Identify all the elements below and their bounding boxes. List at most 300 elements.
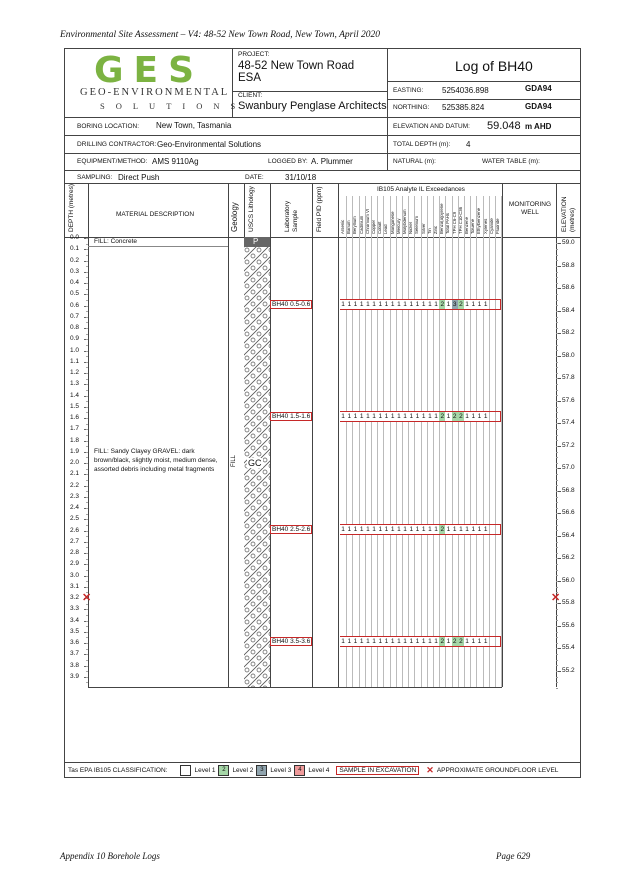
depth-minor-tick bbox=[86, 277, 88, 278]
depth-minor-tick bbox=[86, 345, 88, 346]
depth-minor-tick bbox=[86, 649, 88, 650]
exceedance-cell: 1 bbox=[409, 300, 414, 308]
analyte-col-line bbox=[458, 196, 459, 687]
exceedance-cell: 1 bbox=[372, 300, 376, 308]
exceedance-cell: 1 bbox=[428, 413, 432, 420]
client-label: CLIENT: bbox=[238, 92, 263, 99]
elevation-minor-tick bbox=[556, 558, 558, 559]
depth-minor-tick bbox=[86, 660, 88, 661]
depth-minor-tick bbox=[86, 244, 88, 245]
exceedance-cell: 1 bbox=[428, 638, 432, 645]
exceedance-cell: 1 bbox=[378, 525, 383, 533]
elevation-minor-tick bbox=[556, 677, 558, 678]
depth-minor-tick bbox=[86, 457, 88, 458]
depth-minor-tick bbox=[86, 643, 88, 644]
exceedance-cell: 1 bbox=[434, 300, 438, 308]
depth-minor-tick bbox=[86, 300, 88, 301]
legend-l3-swatch: 3 bbox=[256, 765, 267, 776]
depth-tick-label: 0.3 bbox=[70, 267, 80, 275]
exceedance-cell: 1 bbox=[403, 525, 407, 533]
elevation-minor-tick bbox=[556, 350, 558, 351]
analyte-header: Molybdenum bbox=[402, 209, 407, 234]
exceedance-cell: 1 bbox=[353, 638, 358, 645]
depth-minor-tick bbox=[86, 429, 88, 430]
sample-label: BH40 0.5-0.6 bbox=[272, 300, 311, 308]
elevation-minor-tick bbox=[556, 339, 558, 340]
boring-location-value: New Town, Tasmania bbox=[156, 121, 232, 130]
analyte-col-line bbox=[483, 196, 484, 687]
exceedance-cell: 1 bbox=[390, 638, 395, 645]
exceedance-cell: 1 bbox=[341, 638, 345, 645]
exceedance-cell: 1 bbox=[409, 525, 414, 533]
exceedance-cell: 1 bbox=[465, 525, 469, 533]
elevation-minor-tick bbox=[556, 328, 558, 329]
exceedance-cell: 1 bbox=[353, 525, 358, 533]
depth-tick-label: 3.5 bbox=[70, 627, 80, 635]
analyte-header: Zinc bbox=[433, 225, 438, 234]
equipment-value: AMS 9110Ag bbox=[152, 157, 199, 166]
depth-minor-tick bbox=[86, 356, 88, 357]
elevation-minor-tick bbox=[556, 525, 558, 526]
exceedance-cell: 1 bbox=[421, 413, 426, 420]
depth-minor-tick bbox=[86, 294, 88, 295]
analyte-header: Benzene bbox=[464, 217, 469, 234]
page-header: Environmental Site Assessment – V4: 48-52 New Town Road, New Town, April 2020 bbox=[60, 30, 381, 40]
elevation-minor-tick bbox=[556, 249, 558, 250]
elevation-minor-tick bbox=[556, 457, 558, 458]
depth-minor-tick bbox=[86, 384, 88, 385]
elevation-minor-tick bbox=[556, 317, 558, 318]
exceedance-cell: 1 bbox=[366, 413, 370, 420]
exceedance-cell: 1 bbox=[471, 525, 476, 533]
legend bbox=[68, 765, 558, 776]
depth-tick-label: 1.1 bbox=[70, 357, 80, 365]
depth-minor-tick bbox=[86, 283, 88, 284]
elevation-minor-tick bbox=[556, 266, 558, 267]
exceedance-cell: 1 bbox=[446, 638, 451, 645]
elevation-minor-tick bbox=[556, 412, 558, 413]
depth-tick-label: 0.6 bbox=[70, 301, 80, 309]
elevation-minor-tick bbox=[556, 620, 558, 621]
logo-mark: GES bbox=[94, 50, 205, 91]
exceedance-cell: 2 bbox=[452, 413, 457, 420]
elevation-tick-label: 56.6 bbox=[562, 509, 575, 517]
depth-tick-label: 1.7 bbox=[70, 425, 80, 433]
elevation-tick-label: 58.6 bbox=[562, 284, 575, 292]
exceedance-cell: 1 bbox=[452, 525, 457, 533]
depth-minor-tick bbox=[86, 412, 88, 413]
exceedance-cell: 1 bbox=[477, 638, 482, 645]
depth-minor-tick bbox=[86, 531, 88, 532]
uscs-concrete: P bbox=[253, 237, 259, 246]
elevation-minor-tick bbox=[556, 491, 558, 492]
depth-tick-label: 1.3 bbox=[70, 380, 80, 388]
date-value: 31/10/18 bbox=[285, 173, 317, 182]
contractor-label: DRILLING CONTRACTOR: bbox=[77, 141, 157, 148]
exceedance-cell: 1 bbox=[421, 638, 426, 645]
depth-minor-tick bbox=[86, 446, 88, 447]
analyte-col-line bbox=[501, 196, 502, 687]
exceedance-cell: 1 bbox=[477, 525, 482, 533]
log-title: Log of BH40 bbox=[455, 58, 533, 74]
analyte-col-line bbox=[476, 196, 477, 687]
analyte-header: Arsenic bbox=[340, 219, 345, 234]
logo-line2: SOLUTIONS bbox=[100, 101, 247, 111]
elevation-tick-label: 55.2 bbox=[562, 666, 575, 674]
depth-minor-tick bbox=[86, 502, 88, 503]
analyte-col-line bbox=[396, 196, 397, 687]
analyte-header: Fluoride bbox=[495, 218, 500, 234]
analyte-header: Cobalt bbox=[377, 221, 383, 234]
depth-minor-tick bbox=[86, 677, 88, 678]
exceedance-cell: 1 bbox=[459, 525, 463, 533]
depth-minor-tick bbox=[86, 542, 88, 543]
exceedance-cell: 1 bbox=[347, 525, 352, 533]
legend-l1: Level 1 bbox=[194, 767, 216, 774]
depth-tick-label: 0.2 bbox=[70, 256, 80, 264]
analyte-header: Toluene bbox=[470, 218, 476, 234]
depth-minor-tick bbox=[86, 559, 88, 560]
logged-by-label: LOGGED BY: bbox=[268, 158, 308, 165]
depth-minor-tick bbox=[86, 249, 88, 250]
exceedance-cell: 1 bbox=[403, 413, 407, 420]
analyte-col-line bbox=[377, 196, 378, 687]
elevation-tick-label: 57.4 bbox=[562, 419, 575, 427]
project-label: PROJECT: bbox=[238, 51, 270, 58]
exceedance-cell: 1 bbox=[428, 300, 432, 308]
analyte-header: Nickel bbox=[408, 222, 414, 234]
depth-minor-tick bbox=[86, 654, 88, 655]
elevation-minor-tick bbox=[556, 564, 558, 565]
depth-tick-label: 1.4 bbox=[70, 391, 80, 399]
elevation-minor-tick bbox=[556, 277, 558, 278]
elevation-tick-label: 56.4 bbox=[562, 531, 575, 539]
exceedance-cell: 1 bbox=[347, 413, 352, 420]
exceedance-cell: 1 bbox=[409, 638, 414, 645]
contractor-value: Geo-Environmental Solutions bbox=[157, 140, 262, 149]
analyte-col-line bbox=[495, 196, 496, 687]
elevation-minor-tick bbox=[556, 333, 558, 334]
elevation-minor-tick bbox=[556, 530, 558, 531]
depth-tick-label: 0.1 bbox=[70, 245, 80, 253]
elevation-minor-tick bbox=[556, 587, 558, 588]
depth-minor-tick bbox=[86, 452, 88, 453]
exceedance-cell: 1 bbox=[415, 413, 420, 420]
layer-gravel: FILL: Sandy Clayey GRAVEL: dark brown/black, slightly moist, medium dense, assorted debris including metal fragments bbox=[94, 448, 218, 473]
exceedance-cell: 1 bbox=[390, 413, 395, 420]
analyte-col-line bbox=[408, 196, 409, 687]
elevation-minor-tick bbox=[556, 390, 558, 391]
col-material: MATERIAL DESCRIPTION bbox=[116, 211, 195, 218]
depth-minor-tick bbox=[86, 480, 88, 481]
elevation-minor-tick bbox=[556, 384, 558, 385]
analyte-col-line bbox=[359, 196, 360, 687]
depth-minor-tick bbox=[86, 497, 88, 498]
analyte-col-line bbox=[433, 196, 434, 687]
elevation-minor-tick bbox=[556, 660, 558, 661]
elevation-tick-label: 55.8 bbox=[562, 599, 575, 607]
exceedance-cell: 1 bbox=[421, 300, 426, 308]
exceedance-cell: 1 bbox=[359, 300, 364, 308]
analyte-header: Ethylbenzene bbox=[476, 207, 482, 234]
exceedance-cell: 1 bbox=[415, 638, 420, 645]
analyte-header: Selenium bbox=[414, 216, 420, 234]
elevation-minor-tick bbox=[556, 480, 558, 481]
sample-label: BH40 2.5-2.6 bbox=[272, 525, 311, 533]
analyte-header: Beryllium bbox=[352, 216, 358, 234]
analyte-col-line bbox=[427, 196, 428, 687]
depth-tick-label: 1.5 bbox=[70, 402, 80, 410]
legend-prefix: Tas EPA IB105 CLASSIFICATION: bbox=[68, 767, 168, 774]
depth-tick-label: 3.1 bbox=[70, 582, 80, 590]
sampling-value: Direct Push bbox=[118, 173, 160, 182]
depth-minor-tick bbox=[86, 328, 88, 329]
analyte-col-line bbox=[445, 196, 446, 687]
exceedance-cell: 1 bbox=[347, 300, 352, 308]
exceedance-cell: 1 bbox=[471, 413, 476, 420]
depth-minor-tick bbox=[86, 637, 88, 638]
exceedance-cell: 2 bbox=[459, 638, 463, 645]
elevation-minor-tick bbox=[556, 288, 558, 289]
depth-minor-tick bbox=[86, 339, 88, 340]
elevation-tick-label: 57.0 bbox=[562, 464, 575, 472]
elevation-minor-tick bbox=[556, 648, 558, 649]
depth-minor-tick bbox=[86, 666, 88, 667]
legend-l2: Level 2 bbox=[232, 767, 254, 774]
analyte-header: Benzo(a)pyrene bbox=[439, 203, 445, 234]
depth-minor-tick bbox=[86, 362, 88, 363]
depth-minor-tick bbox=[86, 311, 88, 312]
client-value: Swanbury Penglase Architects bbox=[238, 100, 387, 112]
analyte-header: Silver bbox=[420, 223, 426, 234]
analyte-header: TPH C10-C36 bbox=[457, 207, 463, 234]
analyte-col-line bbox=[439, 196, 440, 687]
analyte-col-line bbox=[365, 196, 366, 687]
depth-minor-tick bbox=[86, 317, 88, 318]
exceedance-cell: 1 bbox=[384, 300, 389, 308]
depth-minor-tick bbox=[86, 570, 88, 571]
analyte-col-line bbox=[352, 196, 353, 687]
total-depth-label: TOTAL DEPTH (m): bbox=[393, 141, 451, 148]
elevation-tick-label: 56.2 bbox=[562, 554, 575, 562]
exceedance-cell: 1 bbox=[434, 638, 438, 645]
elevation-tick-label: 58.0 bbox=[562, 351, 575, 359]
analyte-col-line bbox=[489, 196, 490, 687]
elevation-minor-tick bbox=[556, 536, 558, 537]
elevation-tick-label: 57.2 bbox=[562, 441, 575, 449]
exceedance-cell: 1 bbox=[378, 300, 383, 308]
date-label: DATE: bbox=[245, 174, 264, 181]
elevation-minor-tick bbox=[556, 626, 558, 627]
exceedance-cell: 2 bbox=[440, 525, 445, 533]
depth-tick-label: 1.8 bbox=[70, 436, 80, 444]
elevation-minor-tick bbox=[556, 435, 558, 436]
analyte-col-line bbox=[371, 196, 372, 687]
depth-tick-label: 2.9 bbox=[70, 560, 80, 568]
elevation-minor-tick bbox=[556, 553, 558, 554]
depth-minor-tick bbox=[86, 261, 88, 262]
depth-minor-tick bbox=[86, 621, 88, 622]
elevation-minor-tick bbox=[556, 682, 558, 683]
project-value: 48-52 New Town Road ESA bbox=[238, 60, 355, 84]
depth-minor-tick bbox=[86, 334, 88, 335]
depth-minor-tick bbox=[86, 486, 88, 487]
depth-minor-tick bbox=[86, 418, 88, 419]
depth-minor-tick bbox=[86, 508, 88, 509]
elevation-minor-tick bbox=[556, 429, 558, 430]
depth-minor-tick bbox=[86, 576, 88, 577]
exceedance-cell: 1 bbox=[397, 300, 401, 308]
depth-minor-tick bbox=[86, 632, 88, 633]
analyte-col-line bbox=[452, 196, 453, 687]
boring-location-label: BORING LOCATION: bbox=[77, 123, 139, 130]
depth-tick-label: 3.9 bbox=[70, 672, 80, 680]
exceedance-cell: 1 bbox=[372, 525, 376, 533]
groundfloor-cross-icon: ✕ bbox=[82, 592, 92, 604]
elevation-minor-tick bbox=[556, 615, 558, 616]
depth-minor-tick bbox=[86, 441, 88, 442]
elevation-tick-label: 59.0 bbox=[562, 239, 575, 247]
analyte-header: Barium bbox=[346, 220, 352, 234]
elevation-minor-tick bbox=[556, 362, 558, 363]
depth-minor-tick bbox=[86, 547, 88, 548]
exceedance-cell: 3 bbox=[452, 300, 457, 308]
exceedance-cell: 1 bbox=[366, 525, 370, 533]
depth-minor-tick bbox=[86, 519, 88, 520]
analyte-header: Mercury bbox=[395, 218, 401, 234]
depth-tick-label: 2.3 bbox=[70, 492, 80, 500]
exceedance-cell: 1 bbox=[483, 413, 488, 420]
exceedance-cell: 1 bbox=[403, 300, 407, 308]
exceedance-cell: 2 bbox=[452, 638, 457, 645]
exceedance-cell: 1 bbox=[477, 300, 482, 308]
equipment-label: EQUIPMENT/METHOD: bbox=[77, 158, 148, 165]
depth-minor-tick bbox=[86, 379, 88, 380]
depth-tick-label: 0.4 bbox=[70, 279, 80, 286]
col-depth: DEPTH (metres) bbox=[68, 183, 75, 232]
depth-tick-label: 3.7 bbox=[70, 650, 80, 658]
depth-tick-label: 0.9 bbox=[70, 335, 80, 343]
total-depth-value: 4 bbox=[466, 140, 471, 149]
elevation-tick-label: 56.0 bbox=[562, 576, 575, 584]
elevation-minor-tick bbox=[556, 547, 558, 548]
elevation-minor-tick bbox=[556, 609, 558, 610]
depth-tick-label: 1.0 bbox=[70, 346, 80, 354]
exceedance-cell: 1 bbox=[359, 413, 364, 420]
analyte-header: Xylenes bbox=[482, 218, 488, 234]
exceedance-cell: 1 bbox=[353, 413, 358, 420]
depth-tick-label: 2.5 bbox=[70, 515, 80, 523]
depth-tick-label: 2.8 bbox=[70, 549, 80, 556]
logo-line1: GEO-ENVIRONMENTAL bbox=[80, 87, 230, 98]
depth-tick-label: 1.9 bbox=[70, 447, 80, 455]
logo bbox=[80, 50, 247, 112]
exceedance-cell: 1 bbox=[434, 525, 438, 533]
elevation-minor-tick bbox=[556, 502, 558, 503]
col-exceed: IB105 Analyte IL Exceedances bbox=[377, 186, 465, 193]
depth-tick-label: 3.0 bbox=[70, 571, 80, 579]
analyte-header: Tin bbox=[426, 228, 432, 234]
water-table-label: WATER TABLE (m): bbox=[482, 158, 540, 165]
depth-tick-label: 2.6 bbox=[70, 526, 80, 534]
exceedance-cell: 1 bbox=[471, 300, 476, 308]
col-elev: ELEVATION (metres) bbox=[561, 196, 576, 232]
analyte-header: Lead bbox=[383, 224, 389, 234]
elevation-minor-tick bbox=[556, 485, 558, 486]
exceedance-cell: 2 bbox=[440, 300, 445, 308]
logged-by-value: A. Plummer bbox=[311, 157, 353, 166]
exceedance-cell: 1 bbox=[366, 638, 370, 645]
exceedance-cell: 1 bbox=[446, 300, 451, 308]
elevation-minor-tick bbox=[556, 367, 558, 368]
elevation-minor-tick bbox=[556, 497, 558, 498]
exceedance-cell: 1 bbox=[384, 413, 389, 420]
elevation-minor-tick bbox=[556, 260, 558, 261]
legend-l2-swatch: 2 bbox=[218, 765, 229, 776]
elevation-minor-tick bbox=[556, 395, 558, 396]
exceedance-cell: 1 bbox=[465, 300, 469, 308]
analyte-col-line bbox=[464, 196, 465, 687]
exceedance-cell: 1 bbox=[390, 300, 395, 308]
elevation-minor-tick bbox=[556, 542, 558, 543]
exceedance-cell: 1 bbox=[341, 300, 345, 308]
elevation-tick-label: 58.8 bbox=[562, 261, 575, 269]
legend-groundfloor: APPROXIMATE GROUNDFLOOR LEVEL bbox=[436, 767, 559, 774]
page-footer-right: Page 629 bbox=[496, 851, 531, 861]
sample-label: BH40 3.5-3.6 bbox=[272, 638, 311, 645]
exceedance-cell: 1 bbox=[341, 525, 345, 533]
col-geology: Geology bbox=[230, 202, 239, 232]
depth-minor-tick bbox=[86, 514, 88, 515]
exceedance-cell: 1 bbox=[415, 525, 420, 533]
analyte-col-line bbox=[390, 196, 391, 687]
depth-minor-tick bbox=[86, 553, 88, 554]
analyte-header: Chromium VI bbox=[364, 208, 370, 234]
depth-minor-tick bbox=[86, 469, 88, 470]
depth-tick-label: 0.8 bbox=[70, 324, 80, 331]
elevation-value: 59.048 bbox=[487, 120, 521, 132]
exceedance-cell: 1 bbox=[409, 413, 414, 420]
legend-cross-icon: ✕ bbox=[426, 765, 434, 775]
depth-minor-tick bbox=[86, 609, 88, 610]
elevation-minor-tick bbox=[556, 243, 558, 244]
depth-tick-label: 0.5 bbox=[70, 290, 80, 298]
col-pid: Field PID (ppm) bbox=[316, 186, 323, 232]
natural-label: NATURAL (m): bbox=[393, 158, 436, 165]
depth-minor-tick bbox=[86, 238, 88, 239]
exceedance-cell: 2 bbox=[440, 638, 445, 645]
depth-tick-label: 2.2 bbox=[70, 481, 80, 489]
elevation-minor-tick bbox=[556, 474, 558, 475]
exceedance-cell: 1 bbox=[359, 525, 364, 533]
exceedance-cell: 1 bbox=[384, 525, 389, 533]
geology-fill: FILL bbox=[231, 454, 237, 467]
analyte-col-line bbox=[421, 196, 422, 687]
exceedance-cell: 1 bbox=[397, 413, 401, 420]
elevation-minor-tick bbox=[556, 322, 558, 323]
depth-minor-tick bbox=[86, 474, 88, 475]
exceedance-cell: 1 bbox=[347, 638, 352, 645]
legend-l1-swatch bbox=[180, 765, 191, 776]
exceedance-cell: 1 bbox=[378, 413, 383, 420]
depth-minor-tick bbox=[86, 587, 88, 588]
exceedance-cell: 2 bbox=[459, 300, 463, 308]
northing-value: 525385.824 bbox=[442, 103, 485, 112]
depth-tick-label: 3.2 bbox=[70, 594, 80, 601]
exceedance-cell: 1 bbox=[353, 300, 358, 308]
elevation-tick-label: 55.4 bbox=[562, 644, 575, 652]
exceedance-cell: 1 bbox=[471, 638, 476, 645]
